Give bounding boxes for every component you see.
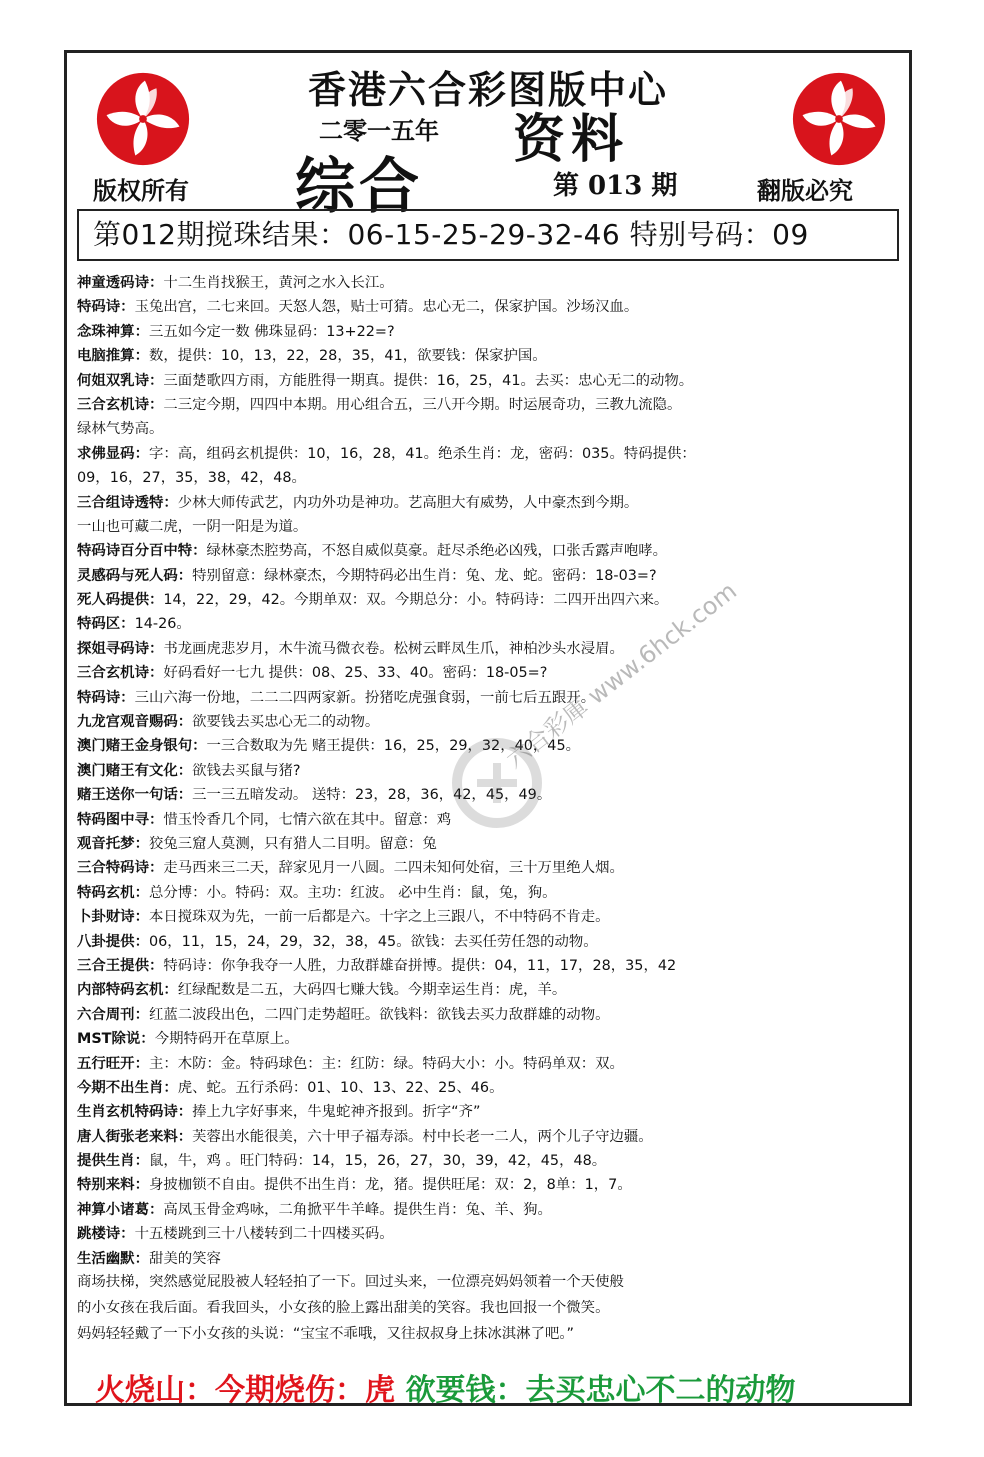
content-line	[77, 832, 903, 856]
zonghe-title: 综合	[295, 152, 423, 222]
content-line-label: 念珠神算：	[77, 323, 149, 340]
content-line-text: 总分博：小。特码：双。主功：红波。 必中生肖：鼠，兔，狗。	[148, 884, 557, 901]
content-line-label: 特码诗百分百中特：	[77, 543, 207, 560]
content-line	[77, 1149, 903, 1173]
content-line-label: 生活幽默：	[77, 1250, 149, 1267]
header	[67, 53, 909, 222]
content-line	[77, 1052, 903, 1076]
content-line-text: 三一三五暗发动。 送特：23，28，36，42，45，49。	[192, 787, 552, 804]
content-line	[77, 320, 903, 344]
content-line-text: 高凤玉骨金鸡咏，二角掀平牛羊峰。提供生肖：兔、羊、狗。	[163, 1201, 552, 1218]
content-line-text: 三山六海一份地，二二二四两家新。扮猪吃虎强食弱，一前七后五跟开。	[134, 689, 596, 706]
content-line-text: 字：高，组码玄机提供：10，16，28，41。绝杀生肖：龙，密码：035。特码提供：	[148, 445, 696, 462]
content-line-label: 特别来料：	[77, 1177, 149, 1194]
content-line-text: 06，11，15，24，29，32，38，45。欲钱：去买任劳任怨的动物。	[148, 933, 598, 950]
content-line-text: 数，提供：10，13，22，28，35，41，欲要钱：保家护国。	[148, 348, 547, 365]
story-paragraph: 商场扶梯，突然感觉屁股被人轻轻拍了一下。回过头来，一位漂亮妈妈领着一个天使般	[77, 1274, 624, 1290]
watermark-text-2: www.6hck.com	[582, 576, 743, 710]
content-line-label: 唐人街张老来料：	[77, 1128, 193, 1145]
content-line-text: 少林大师传武艺，内功外功是神功。艺高胆大有威势，人中豪杰到今期。	[177, 494, 639, 511]
ziliao-title: 资料	[513, 109, 630, 170]
content-line-label: 八卦提供：	[77, 933, 149, 950]
content-line-label: 特码区：	[77, 616, 135, 633]
humor-story	[77, 1269, 903, 1347]
content-line-text: 走马西来三二天，辞家见月一八圆。二四未知何处宿，三十万里绝人烟。	[163, 860, 624, 877]
content-line-text: 鼠，牛，鸡 。旺门特码：14，15，26，27，30，39，42，45，48。	[148, 1153, 607, 1170]
content-line-label: 神童透码诗：	[77, 275, 164, 291]
year-label: 二零一五年	[319, 116, 439, 145]
content-line	[77, 881, 903, 905]
content-line	[77, 1076, 903, 1100]
content-line-text: 十二生肖找猴王，黄河之水入长江。	[163, 275, 394, 291]
issue-number: 第 013 期	[553, 171, 678, 201]
content-line-label: 特码诗：	[77, 689, 135, 706]
content-line	[77, 491, 903, 515]
content-line-text: 14，22，29，42。今期单双：双。今期总分：小。特码诗：二四开出四六来。	[163, 592, 669, 609]
content-line	[77, 466, 903, 490]
bottom-banner-green: 欲要钱：去买忠心不二的动物	[405, 1373, 796, 1408]
content-line-label: 电脑推算：	[77, 348, 149, 365]
content-line	[77, 686, 903, 710]
content-line-label: 何姐双乳诗：	[77, 372, 164, 389]
story-paragraph: 妈妈轻轻戴了一下小女孩的头说：“宝宝不乖哦，又往叔叔身上抹冰淇淋了吧。”	[77, 1326, 574, 1342]
content-line-text: 好码看好一七九 提供：08、25、33、40。密码：18-05=?	[163, 665, 548, 682]
content-line-text: 14-26。	[134, 616, 191, 633]
content-line	[77, 1003, 903, 1027]
content-line-label: 特码诗：	[77, 299, 135, 316]
content-line-text: 一山也可藏二虎，一阴一阳是为道。	[77, 518, 308, 535]
content-line-text: 欲钱去买鼠与猪?	[192, 762, 301, 779]
content-line	[77, 1100, 903, 1124]
content-line	[77, 442, 903, 466]
bottom-banner-red: 火烧山：今期烧伤：虎	[95, 1373, 395, 1408]
copyright-label: 版权所有	[93, 176, 189, 205]
content-line	[77, 1027, 903, 1051]
content-line	[77, 978, 903, 1002]
content-line-text: 芙蓉出水能很美，六十甲子福寿添。村中长老一二人，两个儿子守边疆。	[192, 1128, 653, 1145]
content-line	[77, 539, 903, 563]
content-line	[77, 734, 903, 758]
content-line-label: 三合玄机诗：	[77, 665, 164, 682]
content-line-text: 一三合数取为先 赌王提供：16，25，29，32，40，45。	[206, 738, 581, 755]
content-line	[77, 710, 903, 734]
content-line-text: 绿林豪杰腔势高，不怒自威似莫豪。赶尽杀绝必凶残，口张舌露声咆哮。	[206, 543, 668, 560]
content-line-text: 主：木防：金。特码球色：主：红防：绿。特码大小：小。特码单双：双。	[148, 1055, 624, 1072]
content-line-text: 捧上九字好事来，牛鬼蛇神齐报到。折字“齐”	[192, 1104, 481, 1121]
content-line-label: 三合玄机诗：	[77, 396, 164, 413]
content-line-text: 玉兔出宫，二七来回。天怒人怨，贴士可猜。忠心无二，保家护国。沙场汉血。	[134, 299, 639, 316]
draw-result-box: 第012期搅珠结果：06-15-25-29-32-46 特别号码：09	[77, 209, 899, 261]
content-line	[77, 1125, 903, 1149]
content-line	[77, 856, 903, 880]
content-line-label: 卜卦财诗：	[77, 909, 149, 926]
content-line-text: 红绿配数是二五，大码四七赚大钱。今期幸运生肖：虎，羊。	[177, 982, 567, 999]
content-line-label: 三合特码诗：	[77, 860, 164, 877]
content-line-label: 生肖玄机特码诗：	[77, 1104, 193, 1121]
story-paragraph: 的小女孩在我后面。看我回头，小女孩的脸上露出甜美的笑容。我也回报一个微笑。	[77, 1300, 610, 1316]
content-line-label: 求佛显码：	[77, 445, 149, 462]
bottom-banner	[95, 1365, 895, 1409]
content-line-label: 跳楼诗：	[77, 1226, 135, 1243]
content-line-label: 澳门赌王金身银句：	[77, 738, 207, 755]
content-line-text: 09，16，27，35，38，42，48。	[77, 470, 306, 487]
content-line	[77, 295, 903, 319]
content-line-label: 今期不出生肖：	[77, 1079, 178, 1096]
content-line-label: MST除说：	[77, 1031, 155, 1048]
content-line-text: 甜美的笑容	[148, 1250, 221, 1267]
content-line	[77, 808, 903, 832]
content-lines	[77, 271, 903, 1271]
content-line	[77, 564, 903, 588]
content-line-label: 提供生肖：	[77, 1153, 149, 1170]
content-line-label: 观音托梦：	[77, 835, 149, 852]
content-line	[77, 783, 903, 807]
content-line-label: 灵感码与死人码：	[77, 567, 193, 584]
content-line-text: 欲要钱去买忠心无二的动物。	[192, 714, 380, 731]
content-line-text: 绿林气势高。	[77, 421, 164, 438]
content-line-label: 特码图中寻：	[77, 811, 164, 828]
content-line-label: 六合周刊：	[77, 1006, 149, 1023]
content-line-label: 内部特码玄机：	[77, 982, 178, 999]
content-line-text: 狡兔三窟人莫测，只有猎人二目明。留意：兔	[148, 835, 437, 852]
content-line-text: 二三定今期，四四中本期。用心组合五，三八开今期。时运展奇功，三教九流隐。	[163, 396, 682, 413]
content-line	[77, 1198, 903, 1222]
content-line-text: 特别留意：绿林豪杰，今期特码必出生肖：兔、龙、蛇。密码：18-03=?	[192, 567, 657, 584]
content-line	[77, 369, 903, 393]
content-line-label: 三合组诗透特：	[77, 494, 178, 511]
content-line-text: 红蓝二波段出色，二四门走势超旺。欲钱料：欲钱去买力敌群雄的动物。	[148, 1006, 610, 1023]
content-line	[77, 393, 903, 417]
content-line-text: 本日搅珠双为先，一前一后都是六。十字之上三跟八，不中特码不肯走。	[148, 909, 610, 926]
content-line	[77, 588, 903, 612]
content-line	[77, 661, 903, 685]
content-line-label: 三合王提供：	[77, 957, 164, 974]
document-frame	[64, 50, 912, 1406]
content-line-text: 三面楚歌四方雨，方能胜得一期真。提供：16，25，41。去买：忠心无二的动物。	[163, 372, 694, 389]
content-line-label: 神算小诸葛：	[77, 1201, 164, 1218]
content-line	[77, 930, 903, 954]
content-line-label: 死人码提供：	[77, 592, 164, 609]
content-line	[77, 1173, 903, 1197]
content-line-label: 九龙宫观音赐码：	[77, 714, 193, 731]
content-line	[77, 954, 903, 978]
content-line-text: 书龙画虎悲岁月，木牛流马微衣卷。松树云畔凤生爪，神柏沙头水浸眉。	[163, 640, 624, 657]
content-line-label: 探姐寻码诗：	[77, 640, 164, 657]
piracy-warning-label: 翻版必究	[757, 176, 853, 205]
page-title: 香港六合彩图版中心	[307, 67, 668, 112]
content-line	[77, 417, 903, 441]
content-line	[77, 344, 903, 368]
content-line-text: 十五楼跳到三十八楼转到二十四楼买码。	[134, 1226, 394, 1243]
content-line-label: 五行旺开：	[77, 1055, 149, 1072]
content-line-text: 虎、蛇。五行杀码：01、10、13、22、25、46。	[177, 1079, 504, 1096]
content-line-text: 特码诗：你争我夺一人胜，力敌群雄奋拼博。提供：04，11，17，28，35，42	[163, 957, 677, 974]
content-line-text: 身披枷锁不自由。提供不出生肖：龙，猪。提供旺尾：双：2，8单：1，7。	[148, 1177, 632, 1194]
content-line-label: 特码玄机：	[77, 884, 149, 901]
content-line	[77, 515, 903, 539]
content-line	[77, 612, 903, 636]
watermark-text-1: 六合彩庫	[500, 692, 594, 774]
content-line-label: 澳门赌王有文化：	[77, 762, 193, 779]
content-line-text: 三五如今定一数 佛珠显码：13+22=?	[148, 323, 395, 340]
content-line	[77, 1247, 903, 1271]
content-line	[77, 1222, 903, 1246]
content-line	[77, 271, 903, 295]
content-line-label: 赌王送你一句话：	[77, 787, 193, 804]
content-line-text: 惜玉怜香几个同，七情六欲在其中。留意：鸡	[163, 811, 452, 828]
content-line	[77, 905, 903, 929]
content-line-text: 今期特码开在草原上。	[154, 1031, 299, 1048]
content-line	[77, 637, 903, 661]
content-line	[77, 759, 903, 783]
